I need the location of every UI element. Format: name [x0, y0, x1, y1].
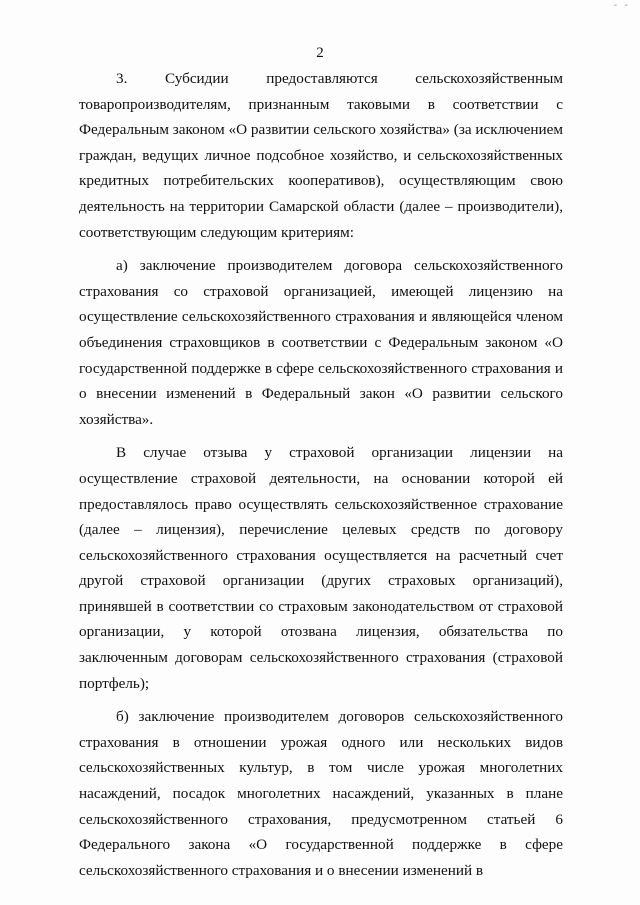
document-body: [79, 66, 563, 883]
paragraph-license-revocation: В случае отзыва у страховой организации лицензии на осуществление страховой деятельности, на основании которой ей предоставлялось право осуществлять сельскохозяйственное страхование (далее – лицензия), перечисление целевых средств по договору сельскохозяйственного страхования осуществляется на расчетный счет другой страховой организации (других страховых организаций), принявшей в соответствии со страховым законодательством от страховой организации, у которой отозвана лицензия, обязательства по заключенным договорам сельскохозяйственного страхования (страховой портфель);: [79, 444, 563, 692]
page-number: 2: [316, 45, 324, 61]
paragraph-criterion-a: а) заключение производителем договора сельскохозяйственного страхования со страховой организацией, имеющей лицензию на осуществление сельскохозяйственного страхования и являющейся членом объединения страховщиков в соответствии с Федеральным законом «О государственной поддержке в сфере сельскохозяйственного страхования и о внесении изменений в Федеральный закон «О развитии сельского хозяйства».: [79, 257, 563, 428]
paragraph-criterion-b: б) заключение производителем договоров сельскохозяйственного страхования в отношении урожая одного или нескольких видов сельскохозяйственных культур, в том числе урожая многолетних насаждений, посадок многолетних насаждений, указанных в плане сельскохозяйственного страхования, предусмотренном статьей 6 Федерального закона «О государственной поддержке в сфере сельскохозяйственного страхования и о внесении изменений в: [79, 708, 563, 879]
paragraph-subsidy-conditions: 3. Субсидии предоставляются сельскохозяйственным товаропроизводителям, признанным таковыми в соответствии с Федеральным законом «О развитии сельского хозяйства» (за исключением граждан, ведущих личное подсобное хозяйство, и сельскохозяйственных кредитных потребительских кооперативов), осуществляющим свою деятельность на территории Самарской области (далее – производители), соответствующим следующим критериям:: [79, 70, 563, 241]
scan-corner-mark: - -: [613, 0, 630, 11]
